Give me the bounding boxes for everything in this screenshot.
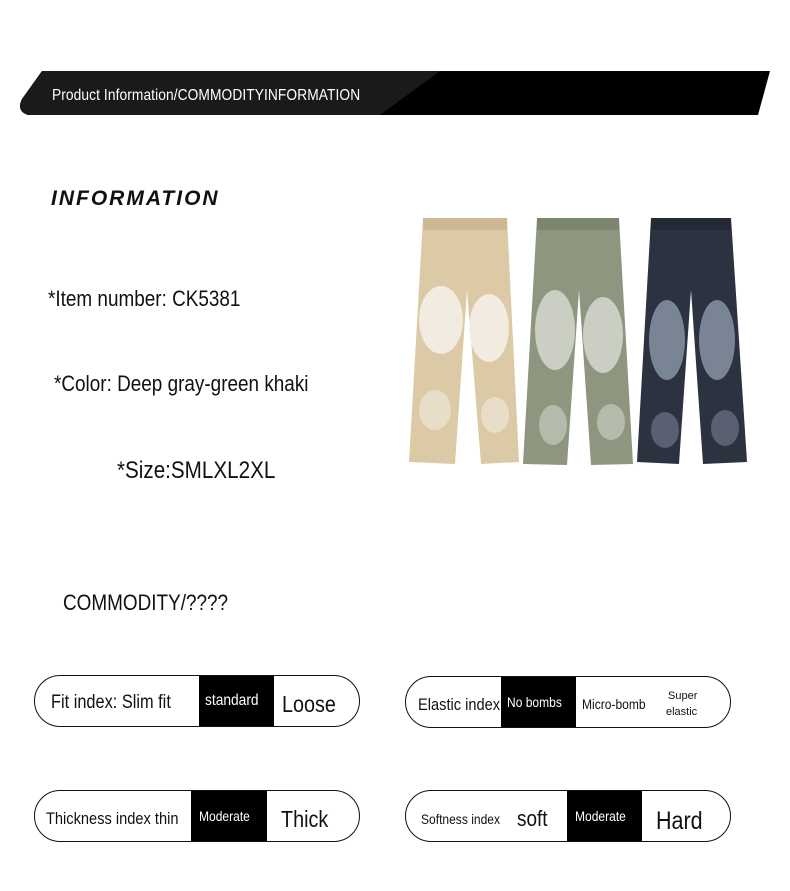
banner-title: Product Information/COMMODITYINFORMATION bbox=[52, 87, 361, 104]
fit-option-loose: Loose bbox=[282, 691, 336, 717]
information-heading: INFORMATION bbox=[51, 187, 220, 210]
softness-index-bar bbox=[405, 790, 731, 842]
fit-index-label: Fit index: Slim fit bbox=[51, 692, 171, 713]
khaki-pants bbox=[409, 218, 519, 464]
elastic-option-micro-bomb: Micro-bomb bbox=[582, 696, 646, 712]
thickness-option-thick: Thick bbox=[281, 806, 329, 832]
softness-selected-label: Moderate bbox=[574, 808, 626, 824]
deep-gray-pants bbox=[637, 218, 747, 464]
elastic-selected-segment bbox=[501, 677, 576, 727]
product-image bbox=[405, 210, 755, 472]
size-spec: *Size:SMLXL2XL bbox=[117, 457, 276, 484]
fit-index-bar bbox=[34, 675, 360, 727]
softness-option-hard: Hard bbox=[656, 807, 703, 835]
fit-selected-segment bbox=[199, 676, 274, 726]
elastic-option-elastic: elastic bbox=[666, 706, 698, 718]
elastic-index-label: Elastic index bbox=[418, 695, 501, 714]
gray-green-pants bbox=[523, 218, 633, 465]
thickness-selected-segment bbox=[191, 791, 267, 841]
section-banner bbox=[20, 71, 770, 115]
elastic-selected-label: No bombs bbox=[506, 694, 562, 710]
elastic-option-super: Super bbox=[668, 690, 698, 702]
softness-index-label: Softness index bbox=[421, 811, 500, 827]
thickness-index-label: Thickness index thin bbox=[46, 809, 179, 828]
elastic-index-bar bbox=[405, 676, 731, 728]
item-number: *Item number: CK5381 bbox=[48, 286, 241, 311]
fit-selected-label: standard bbox=[205, 692, 259, 709]
softness-option-soft: soft bbox=[517, 806, 548, 831]
thickness-index-bar bbox=[34, 790, 360, 842]
softness-selected-segment bbox=[567, 791, 642, 841]
commodity-heading: COMMODITY/???? bbox=[63, 590, 229, 615]
color-spec: *Color: Deep gray-green khaki bbox=[54, 371, 309, 396]
thickness-selected-label: Moderate bbox=[199, 808, 251, 824]
